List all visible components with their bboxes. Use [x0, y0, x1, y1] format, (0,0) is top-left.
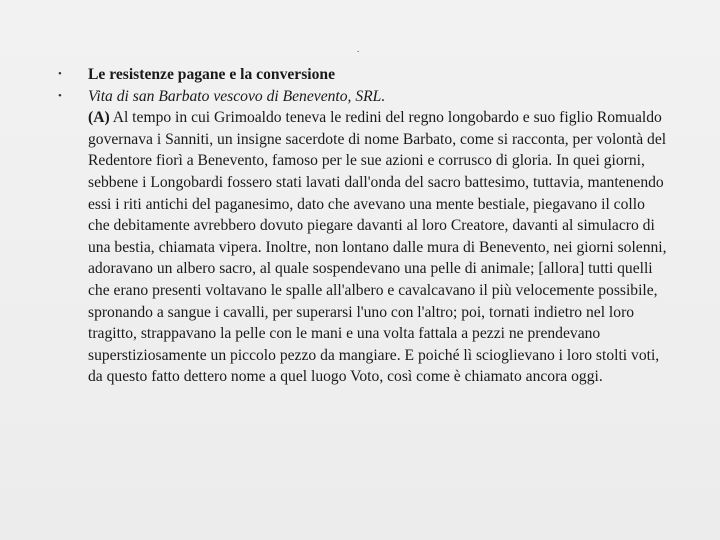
slide-heading: Le resistenze pagane e la conversione	[88, 66, 336, 83]
bullet-heading	[58, 64, 670, 86]
source-citation: Vita di san Barbato vescovo di Benevento, SRL.	[88, 87, 386, 105]
paragraph-text: Al tempo in cui Grimoaldo teneva le redini del regno longobardo e suo figlio Romualdo governava i Sanniti, un insigne sacerdote di nome Barbato, come si racconta, per volontà del Redentore fiorì a Benevento, famoso per le sue azioni e corrusco di gloria. In quei giorni, sebbene i Longobardi fossero stati lavati dall'onda del sacro battesimo, tuttavia, mantenendo essi i riti antichi del paganesimo, dato che avevano una mente bestiale, piegavano il collo che debitamente avrebbero dovuto piegare davanti al loro Creatore, davanti al simulacro di una bestia, chiamata vipera. Inoltre, non lontano dalle mura di Benevento, nei giorni solenni, adoravano un albero sacro, al quale sospendevano una pelle di animale; [allora] tutti quelli che erano presenti voltavano le spalle all'albero e cavalcavano il più velocemente possibile, spronando a sangue i cavalli, per superarsi l'uno con l'altro; poi, tornati indietro nel loro tragitto, strappavano la pelle con le mani e una volta fattala a pezzi ne prendevano superstiziosamente un piccolo pezzo da mangiare. E poiché lì scioglievano i loro stolti voti, da questo fatto dettero nome a quel luogo Voto, così come è chiamato ancora oggi.	[88, 109, 667, 386]
top-mark: .	[357, 44, 360, 54]
bullet-body	[58, 86, 670, 388]
paragraph-marker: (A)	[88, 109, 110, 127]
bullet-list	[58, 64, 670, 388]
body-paragraph	[88, 107, 670, 388]
bullet-icon: •	[58, 89, 62, 102]
bullet-icon: •	[58, 68, 62, 80]
